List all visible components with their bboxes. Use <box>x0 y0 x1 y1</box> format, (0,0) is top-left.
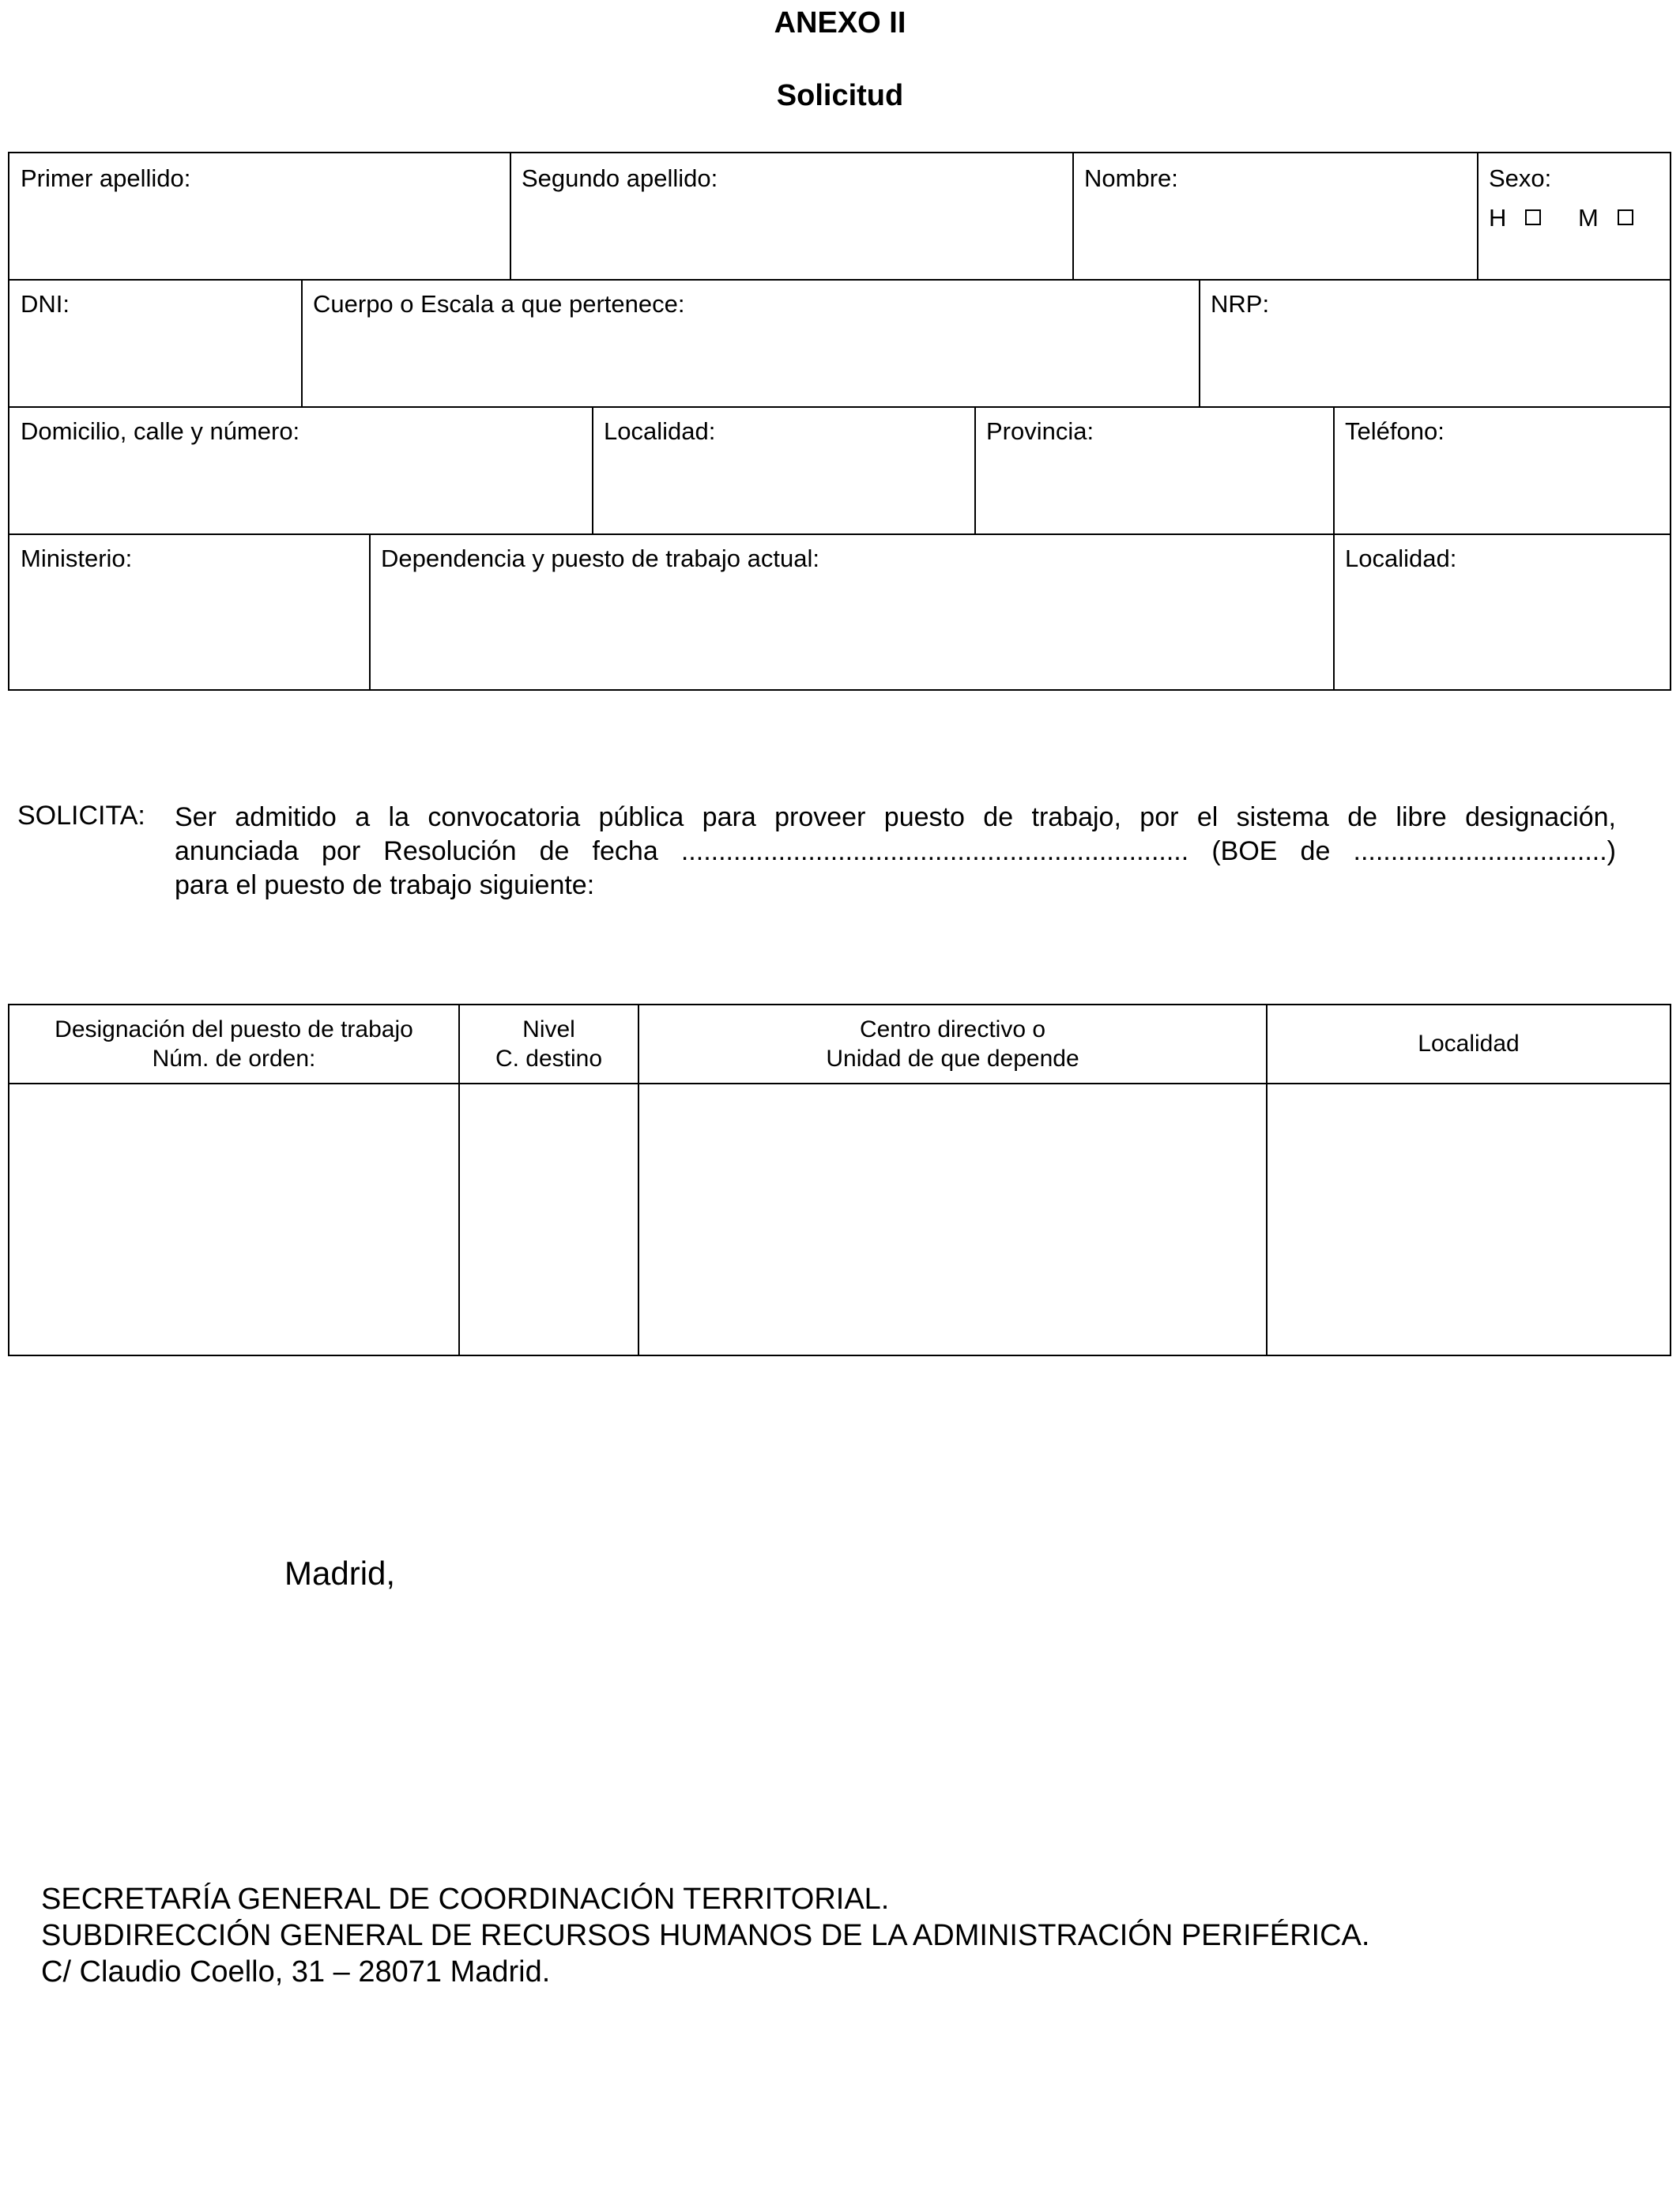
footer-address <box>41 1881 1369 1990</box>
nombre-label: Nombre: <box>1084 164 1178 192</box>
personal-data-form <box>8 152 1671 691</box>
header-centro <box>639 1015 1266 1073</box>
header-nivel-line2: C. destino <box>495 1046 603 1072</box>
header-centro-line1: Centro directivo o <box>859 1016 1046 1042</box>
header-designacion-line1: Designación del puesto de trabajo <box>55 1016 413 1042</box>
column-divider <box>1333 406 1335 533</box>
column-divider <box>369 533 371 689</box>
header-localidad: Localidad <box>1418 1031 1520 1057</box>
sexo-options <box>1489 204 1633 232</box>
column-divider <box>1477 153 1478 279</box>
annex-title: ANEXO II <box>774 6 906 40</box>
solicita-line-3: para el puesto de trabajo siguiente: <box>175 870 595 900</box>
form-title: Solicitud <box>776 79 904 112</box>
segundo-apellido-label: Segundo apellido: <box>522 164 718 192</box>
telefono-label: Teléfono: <box>1345 417 1445 445</box>
header-designacion-line2: Núm. de orden: <box>152 1046 316 1072</box>
row-divider <box>9 279 1670 281</box>
domicilio-label: Domicilio, calle y número: <box>21 417 300 445</box>
column-divider <box>592 406 593 533</box>
column-divider <box>1333 533 1335 689</box>
localidad-actual-label: Localidad: <box>1345 545 1457 572</box>
primer-apellido-label: Primer apellido: <box>21 164 191 192</box>
header-nivel <box>460 1015 638 1073</box>
solicita-line-1: Ser admitido a la convocatoria pública para proveer puesto de trabajo, por el sistema de libre designación, <box>175 802 1616 832</box>
solicita-line-2: anunciada por Resolución de fecha .................................................................... (BOE de ..................................) <box>175 836 1616 866</box>
sexo-m-label: M <box>1578 204 1599 232</box>
footer-line-2: SUBDIRECCIÓN GENERAL DE RECURSOS HUMANOS DE LA ADMINISTRACIÓN PERIFÉRICA. <box>41 1919 1370 1952</box>
cell-centro[interactable] <box>639 1084 1264 1355</box>
header-nivel-line1: Nivel <box>522 1016 575 1042</box>
footer-line-3: C/ Claudio Coello, 31 – 28071 Madrid. <box>41 1955 551 1989</box>
solicita-text <box>175 801 1616 903</box>
place-date: Madrid, <box>284 1555 396 1592</box>
column-divider <box>1072 153 1074 279</box>
solicita-label: SOLICITA: <box>17 801 145 831</box>
header-centro-line2: Unidad de que depende <box>826 1046 1079 1072</box>
nrp-label: NRP: <box>1211 290 1270 318</box>
localidad-label: Localidad: <box>604 417 716 445</box>
row-divider <box>9 533 1670 535</box>
sexo-h-label: H <box>1489 204 1507 232</box>
column-divider <box>301 279 303 406</box>
cell-localidad[interactable] <box>1268 1084 1670 1355</box>
sexo-h-checkbox[interactable] <box>1525 209 1541 225</box>
header-designacion <box>9 1015 458 1073</box>
cuerpo-label: Cuerpo o Escala a que pertenece: <box>313 290 685 318</box>
column-divider <box>510 153 511 279</box>
sexo-label: Sexo: <box>1489 164 1552 192</box>
ministerio-label: Ministerio: <box>21 545 133 572</box>
provincia-label: Provincia: <box>986 417 1094 445</box>
footer-line-1: SECRETARÍA GENERAL DE COORDINACIÓN TERRITORIAL. <box>41 1883 890 1916</box>
cell-nivel[interactable] <box>460 1084 636 1355</box>
dependencia-label: Dependencia y puesto de trabajo actual: <box>381 545 819 572</box>
post-table <box>8 1004 1671 1356</box>
row-divider <box>9 406 1670 408</box>
dni-label: DNI: <box>21 290 70 318</box>
cell-designacion[interactable] <box>9 1084 457 1355</box>
sexo-m-checkbox[interactable] <box>1618 209 1633 225</box>
column-divider <box>1199 279 1200 406</box>
column-divider <box>974 406 976 533</box>
